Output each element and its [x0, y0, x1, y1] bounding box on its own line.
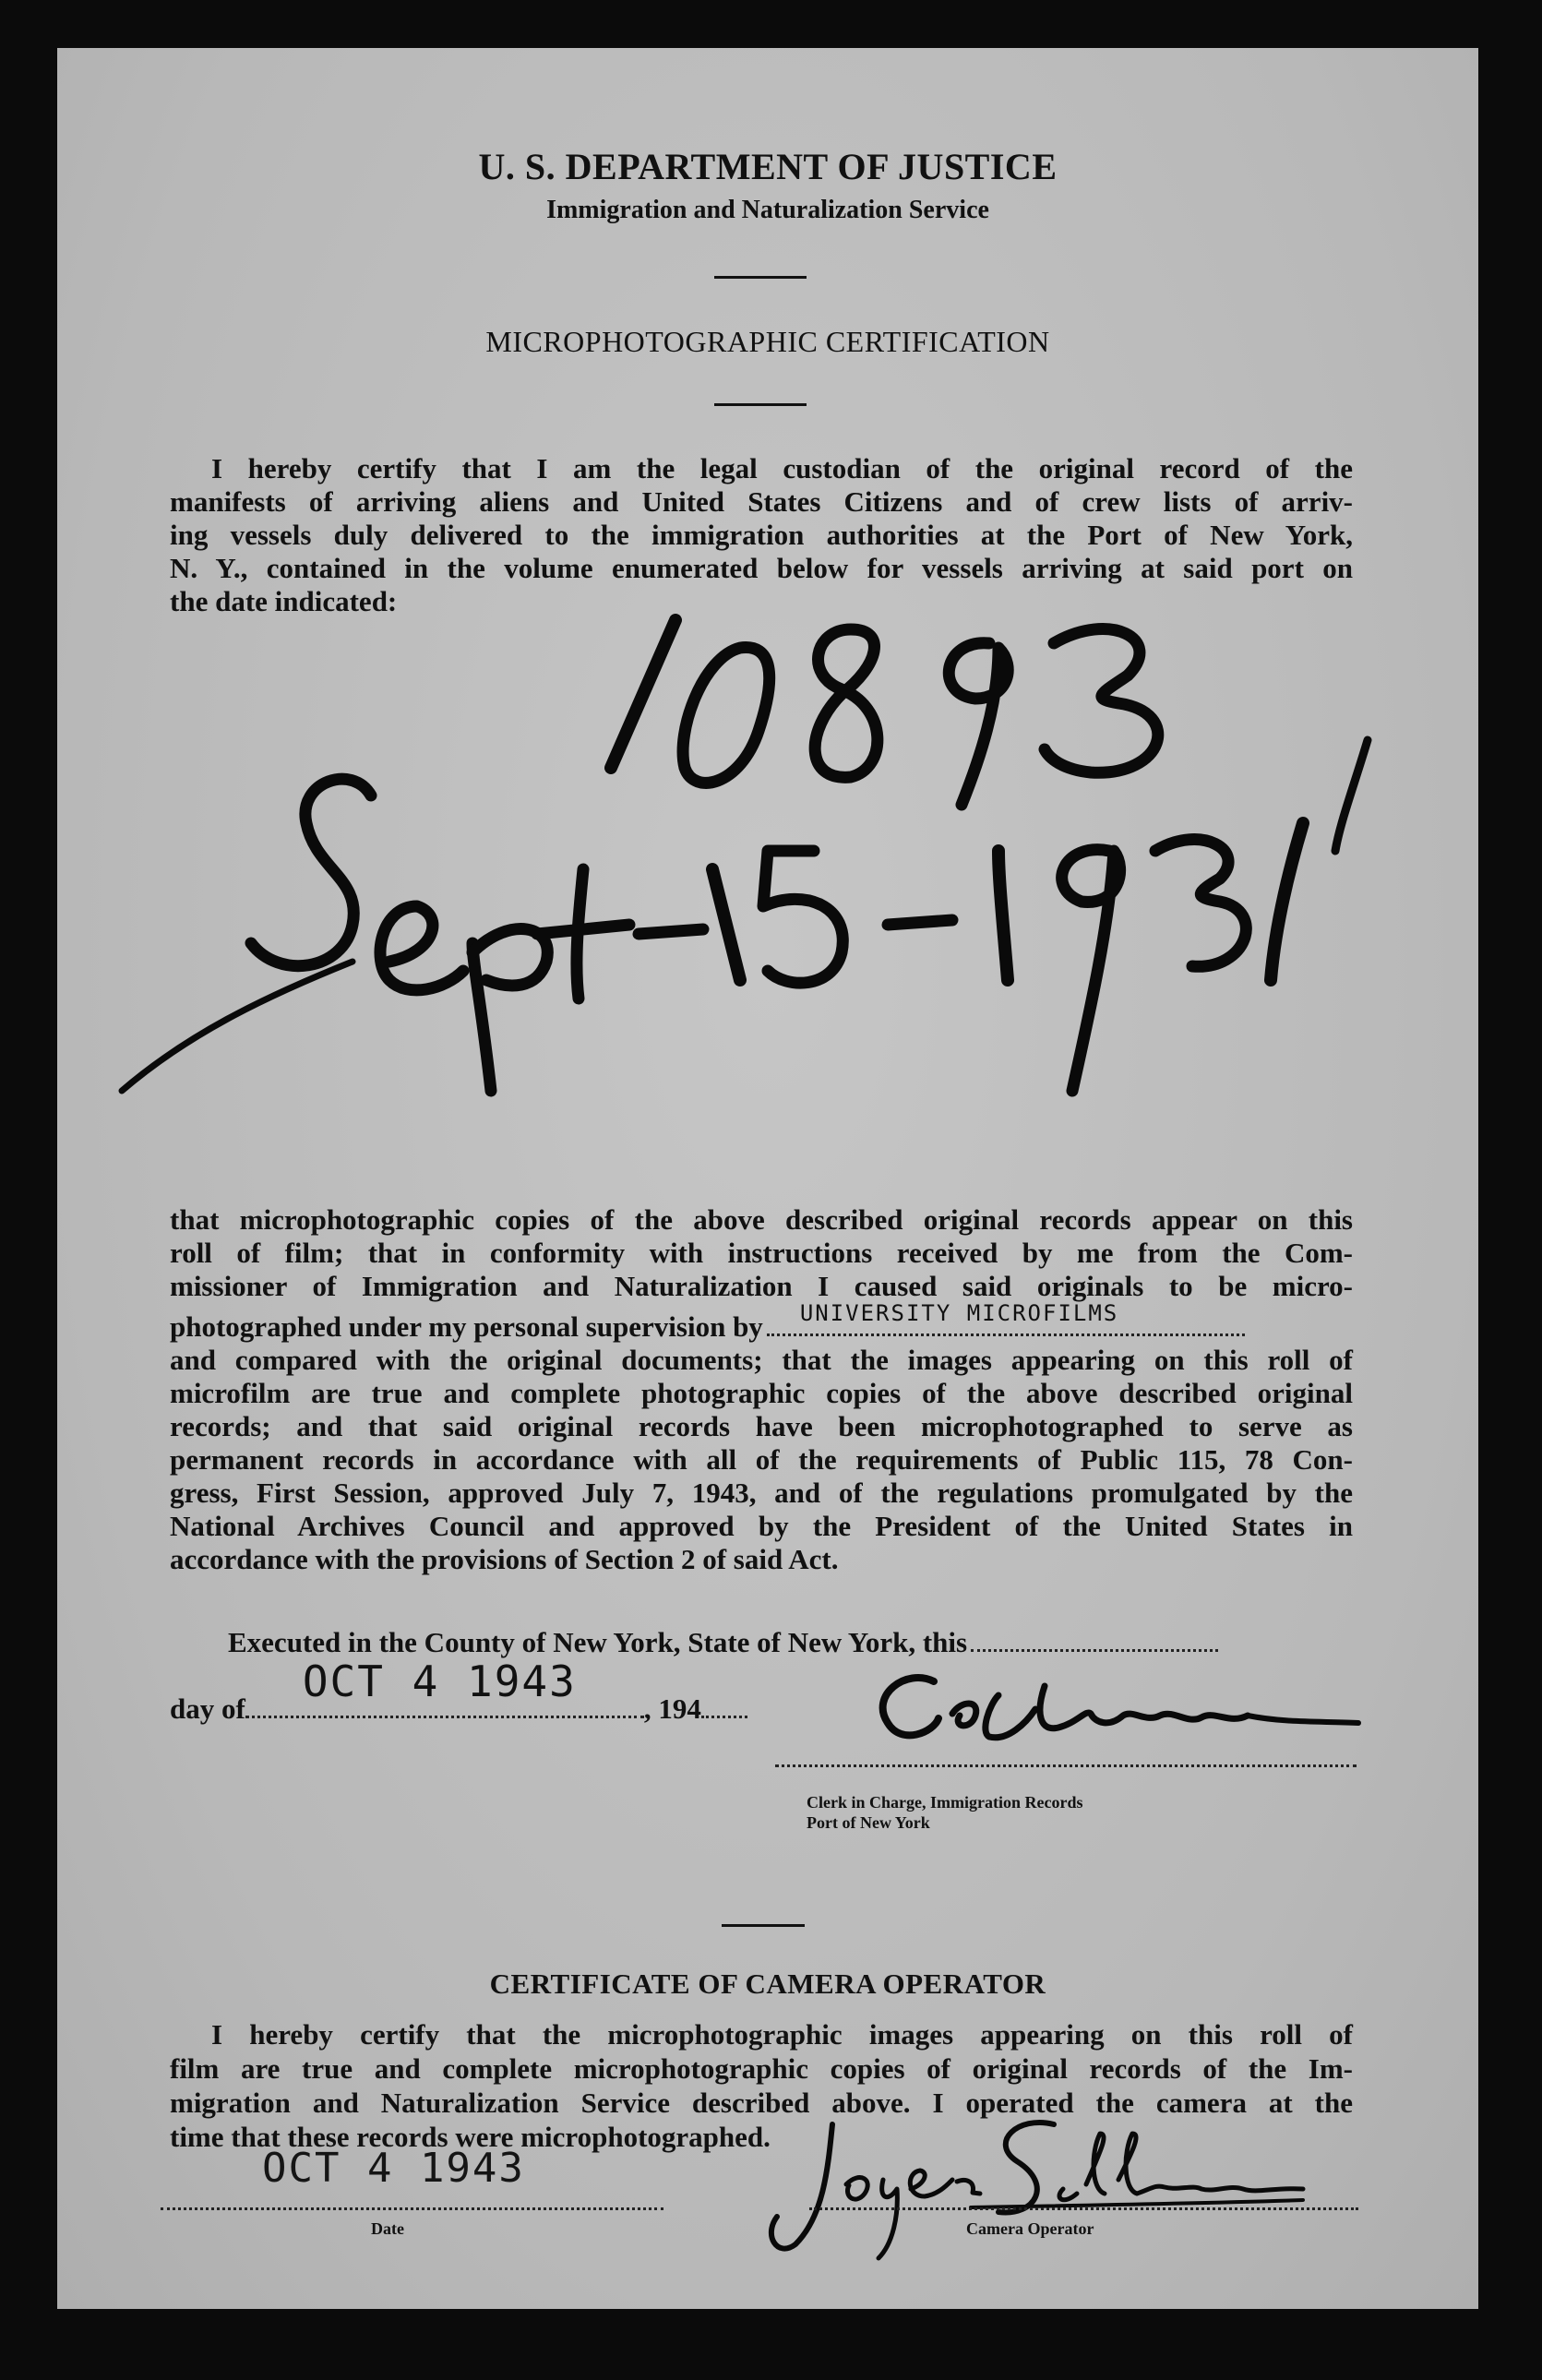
operator-signature-line — [809, 2207, 1358, 2210]
department-heading: U. S. DEPARTMENT OF JUSTICE — [478, 146, 1058, 187]
year-fill-line — [701, 1703, 747, 1718]
execution-text: Executed in the County of New York, State of New York, this — [228, 1626, 968, 1658]
certificate-page — [57, 48, 1478, 2309]
supervision-stamp: UNIVERSITY MICROFILMS — [799, 1300, 1119, 1326]
camera-line: migration and Naturalization Service described above. I operated the camera at the — [170, 2087, 1353, 2119]
divider — [722, 1924, 805, 1927]
divider — [714, 276, 807, 279]
body-line: microfilm are true and complete photographic copies of the above described original — [170, 1377, 1353, 1409]
body-line: and compared with the original documents; that the images appearing on this roll of — [170, 1344, 1353, 1376]
day-of-label: day of — [170, 1692, 245, 1725]
day-of-line — [170, 1656, 747, 1726]
handwritten-volume-number — [611, 620, 1158, 805]
body-line: National Archives Council and approved by the President of the United States in — [170, 1510, 1353, 1542]
execution-line — [228, 1626, 1218, 1659]
camera-date-stamp: OCT 4 1943 — [262, 2145, 525, 2192]
handwritten-date — [122, 740, 1368, 1091]
clerk-location: Port of New York — [807, 1813, 930, 1832]
execution-fill-line — [971, 1636, 1218, 1652]
camera-operator-label: Camera Operator — [966, 2219, 1094, 2238]
body-line: that microphotographic copies of the above described original records appear on this — [170, 1203, 1353, 1236]
intro-line: N. Y., contained in the volume enumerated below for vessels arriving at said port on — [170, 552, 1353, 584]
camera-line: film are true and complete microphotographic copies of original records of the Im- — [170, 2052, 1353, 2085]
execution-date-stamp: OCT 4 1943 — [302, 1656, 577, 1706]
day-of-fill-line — [245, 1656, 644, 1718]
date-label: Date — [371, 2219, 404, 2238]
camera-line: time that these records were microphotographed. — [170, 2121, 771, 2153]
body-line: records; and that said original records have been microphotographed to serve as — [170, 1410, 1353, 1442]
body-line: roll of film; that in conformity with instructions received by me from the Com- — [170, 1237, 1353, 1269]
intro-line: I hereby certify that I am the legal custodian of the original record of the — [211, 452, 1353, 484]
intro-line: manifests of arriving aliens and United States Citizens and of crew lists of arriv- — [170, 485, 1353, 518]
certification-title: MICROPHOTOGRAPHIC CERTIFICATION — [485, 325, 1050, 358]
intro-line: the date indicated: — [170, 585, 398, 617]
year-label: , 194 — [643, 1692, 701, 1725]
handwritten-volume-and-date — [76, 574, 1460, 1202]
service-subheading: Immigration and Naturalization Service — [546, 196, 989, 224]
body-line: missioner of Immigration and Naturalization I caused said originals to be micro- — [170, 1270, 1353, 1302]
clerk-signature — [851, 1658, 1368, 1760]
body-paragraph — [170, 1203, 1353, 1576]
divider — [714, 403, 807, 406]
body-line: permanent records in accordance with all of the requirements of Public 115, 78 Con- — [170, 1443, 1353, 1476]
supervision-line — [170, 1300, 1353, 1344]
clerk-title: Clerk in Charge, Immigration Records — [807, 1793, 1083, 1812]
intro-line: ing vessels duly delivered to the immigration authorities at the Port of New York, — [170, 519, 1353, 551]
body-line: accordance with the provisions of Section 2 of said Act. — [170, 1543, 839, 1575]
camera-certificate-title: CERTIFICATE OF CAMERA OPERATOR — [489, 1967, 1046, 2000]
clerk-signature-line — [775, 1764, 1357, 1767]
camera-operator-signature — [759, 2097, 1312, 2272]
camera-line: I hereby certify that the microphotographic images appearing on this roll of — [211, 2018, 1353, 2051]
date-signature-line — [161, 2207, 663, 2210]
body-line: gress, First Session, approved July 7, 1943, and of the regulations promulgated by the — [170, 1477, 1353, 1509]
supervision-prefix: photographed under my personal supervision by — [170, 1310, 763, 1343]
supervision-fill-line — [767, 1300, 1245, 1336]
